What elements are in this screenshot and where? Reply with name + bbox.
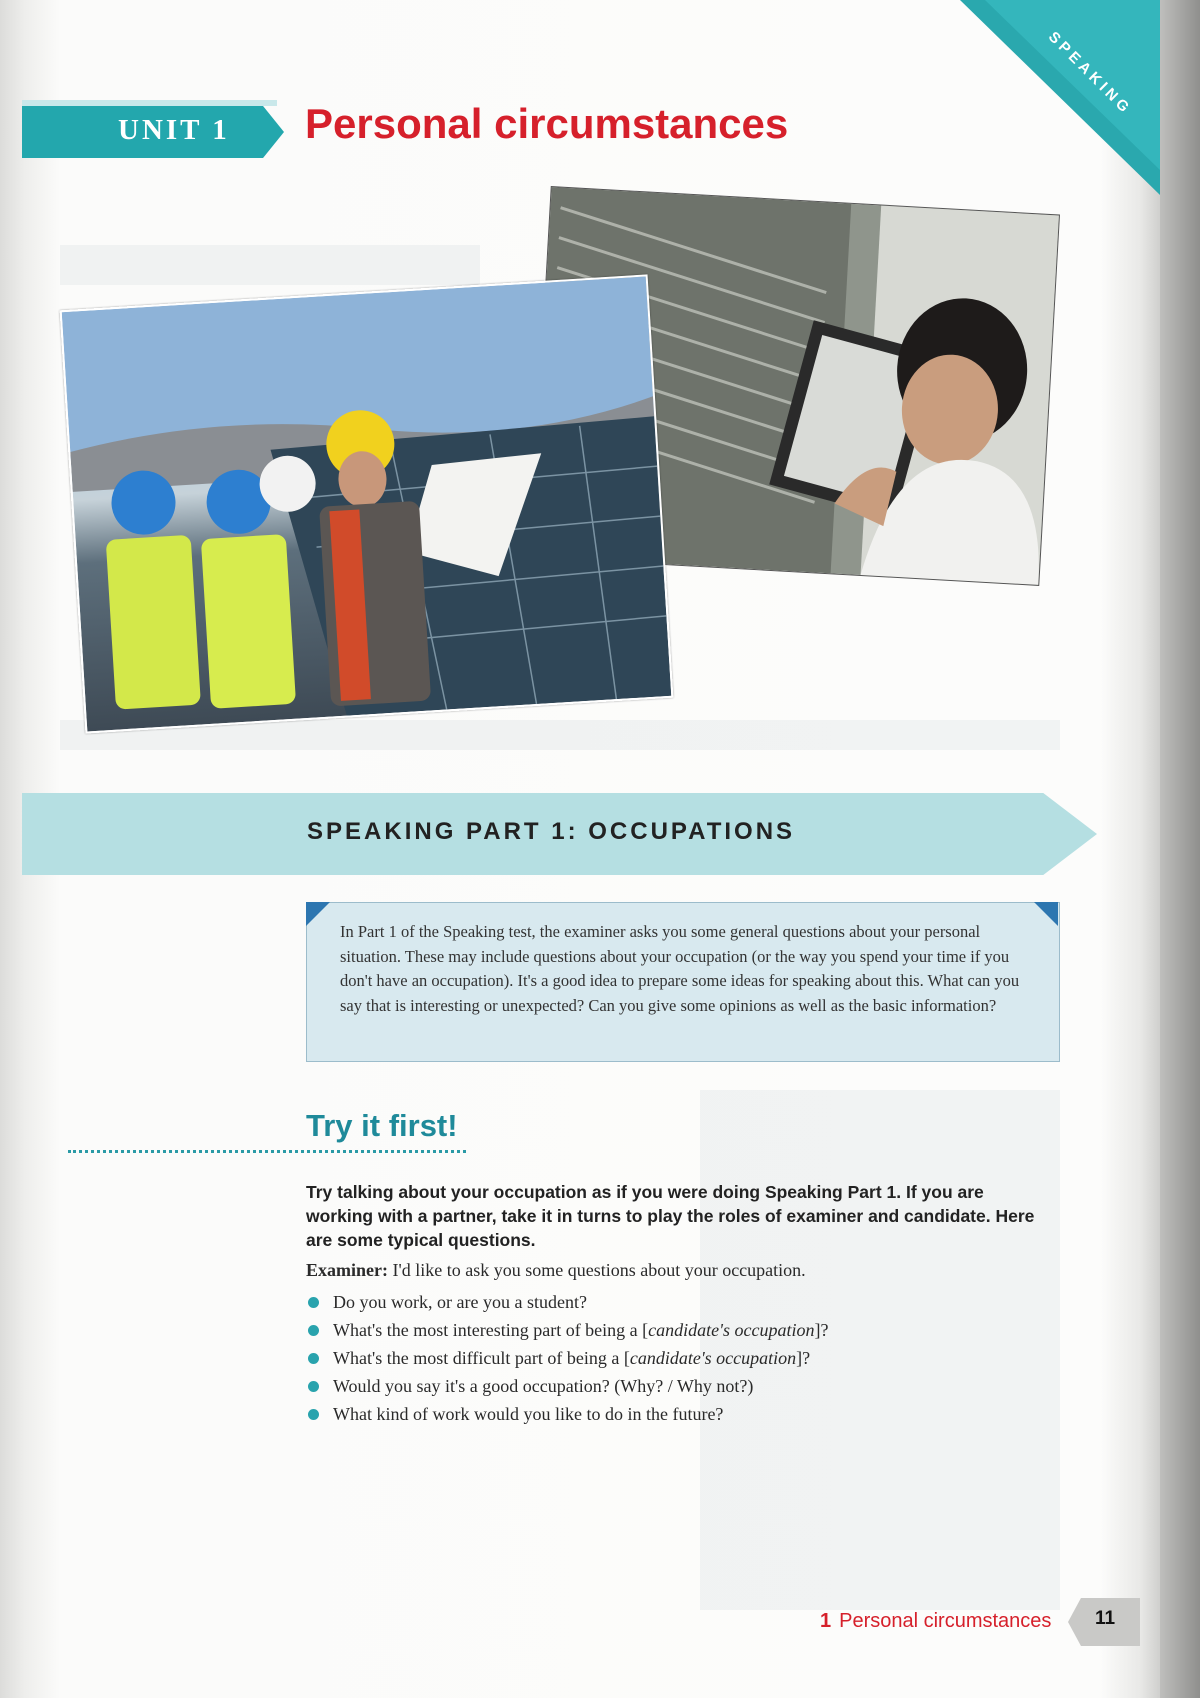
info-box-corner-right	[1034, 902, 1058, 926]
question-text: Would you say it's a good occupation? (Why? / Why not?)	[333, 1376, 754, 1396]
binding-shadow	[1160, 0, 1200, 1698]
examiner-line	[306, 1258, 1046, 1282]
dotted-divider	[68, 1150, 466, 1153]
try-it-first-heading: Try it first!	[306, 1108, 458, 1143]
footer-unit	[820, 1610, 1051, 1633]
photo-solar-engineers	[60, 274, 674, 733]
question-text-end: ]?	[814, 1320, 829, 1340]
question-text: What's the most difficult part of being a [	[333, 1348, 630, 1368]
info-box-text: In Part 1 of the Speaking test, the examiner asks you some general questions about your personal situation. These may include questions about your occupation (or the way you spend your time if you don't have an occupation). It's a good idea to prepare some ideas for speaking about this. What can you say that is interesting or unexpected? Can you give some opinions as well as the basic information?	[340, 922, 1020, 1015]
question-placeholder: candidate's occupation	[648, 1320, 815, 1340]
examiner-text: I'd like to ask you some questions about your occupation.	[387, 1260, 806, 1280]
info-box-corner-left	[306, 902, 330, 926]
question-item	[306, 1344, 828, 1372]
speaking-corner-tab	[960, 0, 1160, 195]
question-item	[306, 1288, 828, 1316]
footer-unit-title: Personal circumstances	[839, 1610, 1052, 1632]
question-list	[306, 1288, 828, 1428]
question-placeholder: candidate's occupation	[629, 1348, 797, 1368]
examiner-label: Examiner:	[306, 1260, 388, 1280]
page-number: 11	[1095, 1608, 1116, 1629]
unit-title: Personal circumstances	[305, 100, 789, 147]
unit-tag-accent	[22, 100, 277, 106]
footer-unit-number: 1	[820, 1610, 832, 1632]
question-item	[306, 1400, 828, 1428]
bleed-through-mark	[60, 245, 480, 285]
question-text: Do you work, or are you a student?	[333, 1292, 587, 1312]
question-item	[306, 1316, 828, 1344]
question-item	[306, 1372, 828, 1400]
unit-label: UNIT 1	[118, 114, 230, 146]
question-text: What's the most interesting part of being a [	[333, 1320, 649, 1340]
try-it-first-instructions: Try talking about your occupation as if you were doing Speaking Part 1. If you are working with a partner, take it in turns to play the roles of examiner and candidate. Here are some typical questions.	[306, 1182, 1035, 1250]
question-text: What kind of work would you like to do in the future?	[333, 1404, 724, 1424]
speaking-corner-label: SPEAKING	[1044, 28, 1136, 119]
photo-solar-engineers-illustration	[62, 277, 672, 732]
section-title: SPEAKING PART 1: OCCUPATIONS	[307, 818, 796, 845]
question-text-end: ]?	[796, 1348, 811, 1368]
